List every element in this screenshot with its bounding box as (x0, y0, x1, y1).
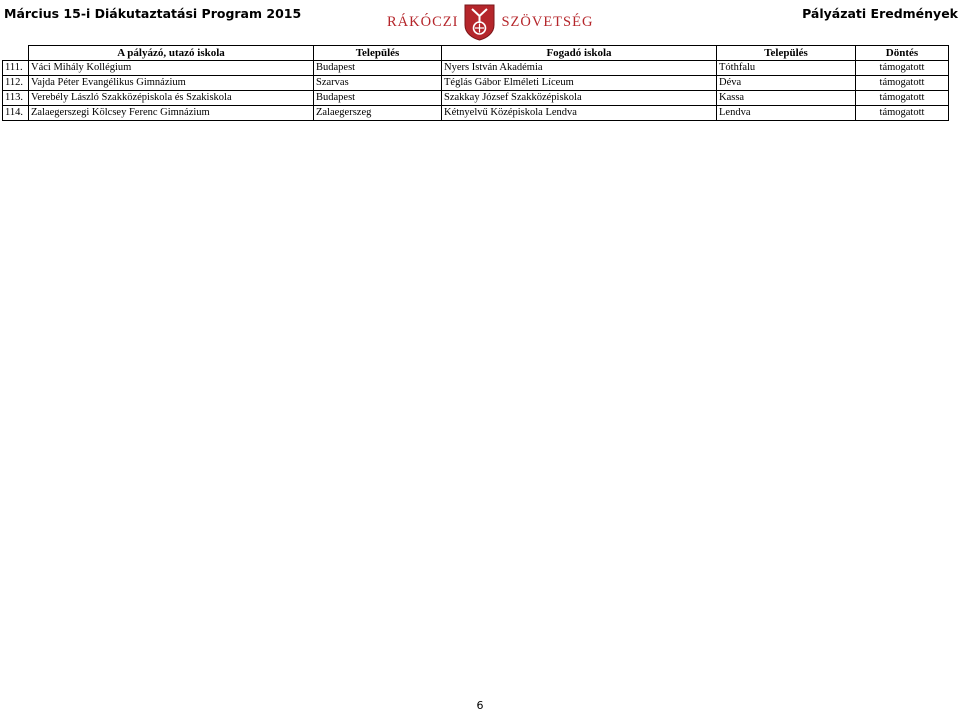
host-school: Nyers István Akadémia (442, 61, 717, 76)
row-number: 113. (3, 91, 29, 106)
crest-icon (463, 3, 496, 41)
applicant-school: Váci Mihály Kollégium (29, 61, 314, 76)
applicant-school: Verebély László Szakközépiskola és Szakiskola (29, 91, 314, 106)
table-row (3, 61, 949, 76)
row-number: 112. (3, 76, 29, 91)
logo-word-left: RÁKÓCZI (387, 13, 459, 30)
table-row (3, 106, 949, 121)
applicant-town: Szarvas (314, 76, 442, 91)
column-header-town: Település (314, 46, 442, 61)
decision: támogatott (856, 76, 949, 91)
column-header-host-school: Fogadó iskola (442, 46, 717, 61)
table-row (3, 76, 949, 91)
host-town: Déva (717, 76, 856, 91)
decision: támogatott (856, 106, 949, 121)
host-school: Téglás Gábor Elméleti Líceum (442, 76, 717, 91)
host-town: Tóthfalu (717, 61, 856, 76)
applicant-school: Zalaegerszegi Kölcsey Ferenc Gimnázium (29, 106, 314, 121)
decision: támogatott (856, 91, 949, 106)
column-header-decision: Döntés (856, 46, 949, 61)
column-header-host-town: Település (717, 46, 856, 61)
applicant-town: Budapest (314, 61, 442, 76)
host-school: Kétnyelvű Középiskola Lendva (442, 106, 717, 121)
applicant-town: Zalaegerszeg (314, 106, 442, 121)
decision: támogatott (856, 61, 949, 76)
rakoczi-logo (387, 3, 593, 41)
row-number: 114. (3, 106, 29, 121)
table-row (3, 91, 949, 106)
host-town: Kassa (717, 91, 856, 106)
column-header-number (3, 46, 29, 61)
page-header (0, 0, 960, 44)
host-school: Szakkay József Szakközépiskola (442, 91, 717, 106)
row-number: 111. (3, 61, 29, 76)
page-number: 6 (476, 699, 484, 712)
table-header-row (3, 46, 949, 61)
results-table (2, 45, 949, 121)
applicant-town: Budapest (314, 91, 442, 106)
host-town: Lendva (717, 106, 856, 121)
column-header-applicant: A pályázó, utazó iskola (29, 46, 314, 61)
applicant-school: Vajda Péter Evangélikus Gimnázium (29, 76, 314, 91)
results-title: Pályázati Eredmények (802, 6, 958, 21)
logo-word-right: SZÖVETSÉG (501, 13, 594, 30)
program-title: Március 15-i Diákutaztatási Program 2015 (4, 6, 302, 21)
